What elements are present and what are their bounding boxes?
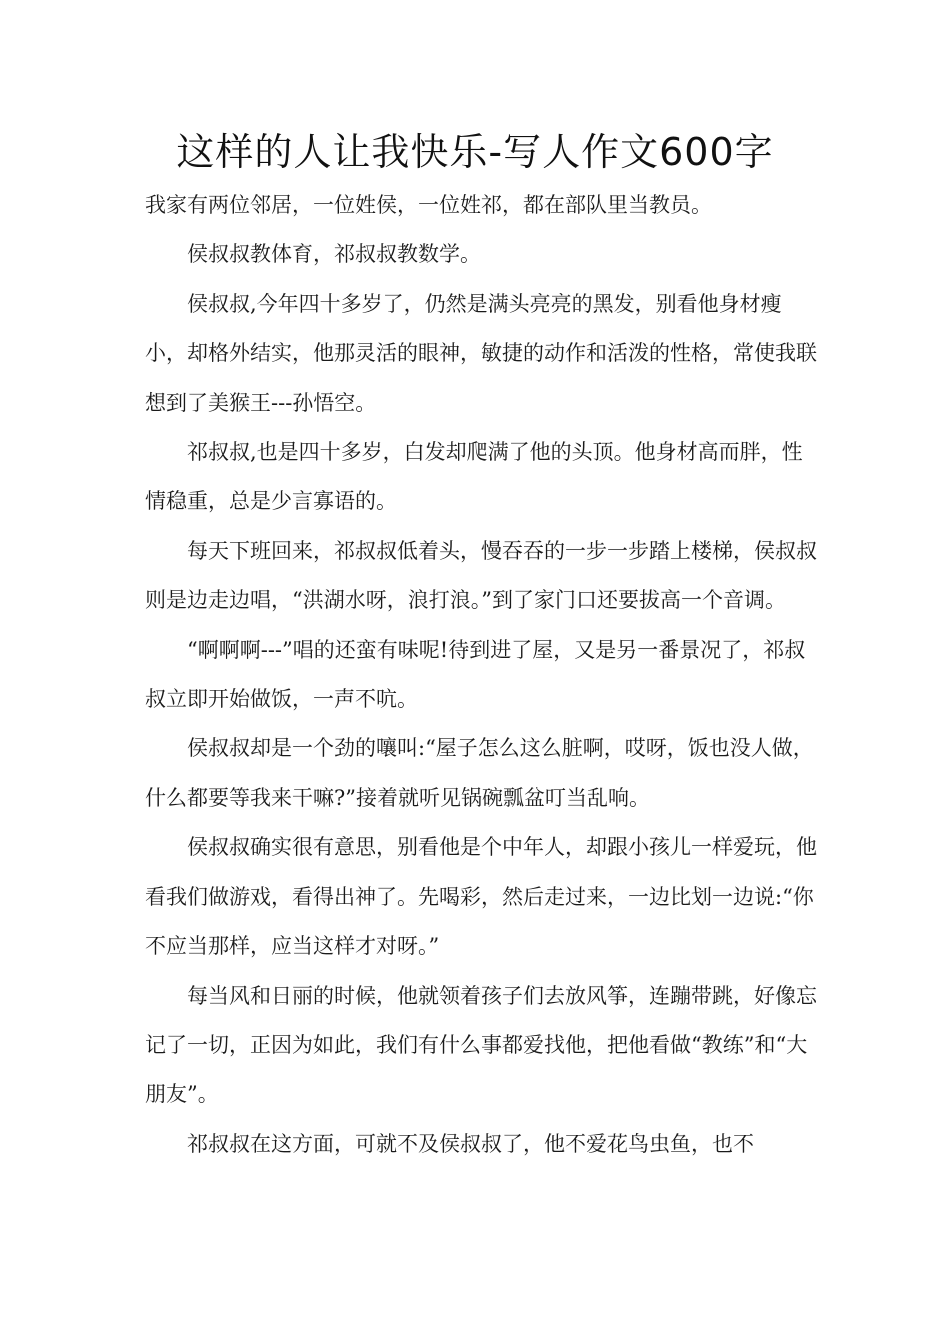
paragraph: 祁叔叔,也是四十多岁，白发却爬满了他的头顶。他身材高而胖，性情稳重，总是少言寡语的。	[145, 440, 803, 514]
paragraph: 侯叔叔却是一个劲的嚷叫:“屋子怎么这么脏啊，哎呀，饭也没人做，什么都要等我来干嘛?”接着就听见锅碗瓢盆叮当乱响。	[145, 736, 814, 810]
paragraph: 每当风和日丽的时候，他就领着孩子们去放风筝，连蹦带跳，好像忘记了一切，正因为如此，我们有什么事都爱找他，把他看做“教练”和“大朋友”。	[145, 983, 817, 1107]
paragraph: 我家有两位邻居，一位姓侯，一位姓祁，都在部队里当教员。	[145, 193, 712, 217]
paragraph: 每天下班回来，祁叔叔低着头，慢吞吞的一步一步踏上楼梯，侯叔叔则是边走边唱，“洪湖水呀，浪打浪。”到了家门口还要拔高一个音调。	[145, 538, 817, 613]
paragraph: “啊啊啊---”唱的还蛮有味呢!待到进了屋，又是另一番景况了，祁叔叔立即开始做饭，一声不吭。	[145, 637, 806, 712]
paragraph: 祁叔叔在这方面，可就不及侯叔叔了，他不爱花鸟虫鱼，也不	[187, 1131, 754, 1156]
paragraph: 侯叔叔教体育，祁叔叔教数学。	[187, 242, 481, 267]
paragraph: 侯叔叔确实很有意思，别看他是个中年人，却跟小孩儿一样爱玩，他看我们做游戏，看得出神了。先喝彩，然后走过来，一边比划一边说:“你不应当那样，应当这样才对呀。”	[145, 835, 817, 959]
document-body	[145, 181, 820, 1169]
document-title: 这样的人让我快乐-写人作文600字	[176, 130, 774, 174]
paragraph: 侯叔叔,今年四十多岁了，仍然是满头亮亮的黑发，别看他身材瘦小，却格外结实，他那灵活的眼神，敏捷的动作和活泼的性格，常使我联想到了美猴王---孙悟空。	[145, 291, 817, 415]
